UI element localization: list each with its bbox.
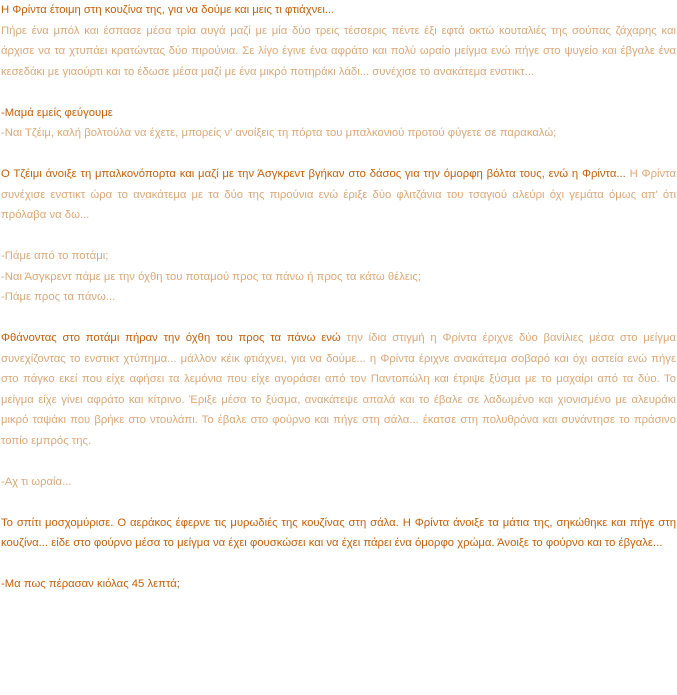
dialogue-line-3: -Πάμε προς τα πάνω... [1, 291, 116, 303]
spacer [1, 144, 676, 165]
paragraph-1 [1, 0, 676, 82]
spacer [1, 554, 676, 575]
dialogue-line-2: -Ναι Άσγκρεντ πάμε με την όχθη του ποταμού προς τα πάνω ή προς τα κάτω θέλεις; [1, 270, 421, 283]
paragraph-7 [1, 513, 676, 554]
paragraph-1-lead: Η Φρίντα έτοιμη στη κουζίνα της, για να δούμε και μεις τι φτιάχνει... [1, 4, 335, 16]
dialogue-line-1: -Πάμε από το ποτάμι; [1, 250, 109, 262]
spacer [1, 492, 676, 513]
dialogue-block [1, 246, 676, 308]
spacer [1, 82, 676, 103]
paragraph-5 [1, 328, 676, 451]
spacer [1, 451, 676, 472]
paragraph-8 [1, 574, 676, 595]
paragraph-5-lead: Φθάνοντας στο ποτάμι πήραν την όχθη του προς τα πάνω ενώ [1, 332, 341, 344]
paragraph-8-lead: -Μα πως πέρασαν κιόλας 45 λεπτά; [1, 578, 180, 590]
paragraph-1-body: Πήρε ένα μπόλ και έσπασε μέσα τρία αυγά μαζί με μία δύο τρεις τέσσερις πέντε έξι εφτά οκτώ κουταλιές της σούπας ζάχαρης και άρχισε να τα χτυπάει κρατώντας δύο πιρούνια. Σε λίγο έγινε ένα αφράτο και πολύ ωραίο μείγμα ενώ πήγε στο ψυγείο και έβγαλε ένα κεσεδάκι με γιαούρτι και το έδωσε μέσα μαζί με ένα μικρό ποτηράκι λάδι... συνέχισε το ανακάτεμα ενστικτ... [1, 24, 676, 78]
spacer [1, 308, 676, 329]
paragraph-7-lead: Το σπίτι μοσχομύρισε. Ο αεράκος έφερνε τις μυρωδιές της κουζίνας στη σάλα. Η Φρίντα άνοιξε τα μάτια της, σηκώθηκε και πήγε στη κουζίνα... είδε στο φούρνο μέσα το μείγμα να έχει φουσκώσει και να έχει πάρει ένα όμορφο χρώμα. Άνοιξε το φούρνο και το έβγαλε... [1, 516, 676, 549]
paragraph-5-body: την ίδια στιγμή η Φρίντα έριχνε δύο βανίλιες μέσα στο μείγμα συνεχίζοντας το ενστικτ χτύπημα... μάλλον κέικ φτιάχνει, για να δούμε... η Φρίντα έριχνε ανακάτεμα σοβαρό και όχι αστεία ενώ πήγε στο πάγκο εκεί που είχε αφήσει τα λεμόνια που είχε αγοράσει από τον Παντοπώλη και έτριψε ξύσμα με το μαχαίρι από τα δύο. Το μείγμα είχε γίνει αφράτο και κίτρινο. Έριξε μέσα το ξύσμα, ανακάτεψε απαλά και το έβαλε σε λαδωμένο και χιονισμένο με αλευράκι μικρό ταψάκι που βρήκε στο ντουλάπι. Το έβαλε στο φούρνο και πήγε στη σάλα... έκατσε στη πολυθρόνα και συνάντησε το πράσινο τοπίο εμπρός της. [1, 332, 676, 447]
paragraph-3-body: Η Φρίντα συνέχισε ενστικτ ώρα το ανακάτεμα με τα δύο της πιρούνια ενώ έριξε δύο φλιτζάνια του τσαγιού αλεύρι όχι γεμάτα όμως απ' ότι πρόλαβα να δω... [1, 168, 676, 221]
paragraph-2-lead: -Μαμά εμείς φεύγουμε [1, 106, 113, 119]
paragraph-3-lead: Ο Τζέιμι άνοιξε τη μπαλκονόπορτα και μαζί με την Άσγκρεντ βγήκαν στο δάσος για την όμορφη βόλτα τους, ενώ η Φρίντα... [1, 168, 626, 180]
paragraph-6-body: -Αχ τι ωραία... [1, 475, 72, 488]
paragraph-2 [1, 103, 676, 144]
spacer [1, 226, 676, 247]
paragraph-6 [1, 472, 676, 493]
paragraph-2-body: -Ναι Τζέιμ, καλή βολτούλα να έχετε, μπορείς ν' ανοίξεις τη πόρτα του μπαλκονιού προτού φύγετε σε παρακαλώ; [1, 127, 557, 139]
paragraph-3 [1, 164, 676, 226]
